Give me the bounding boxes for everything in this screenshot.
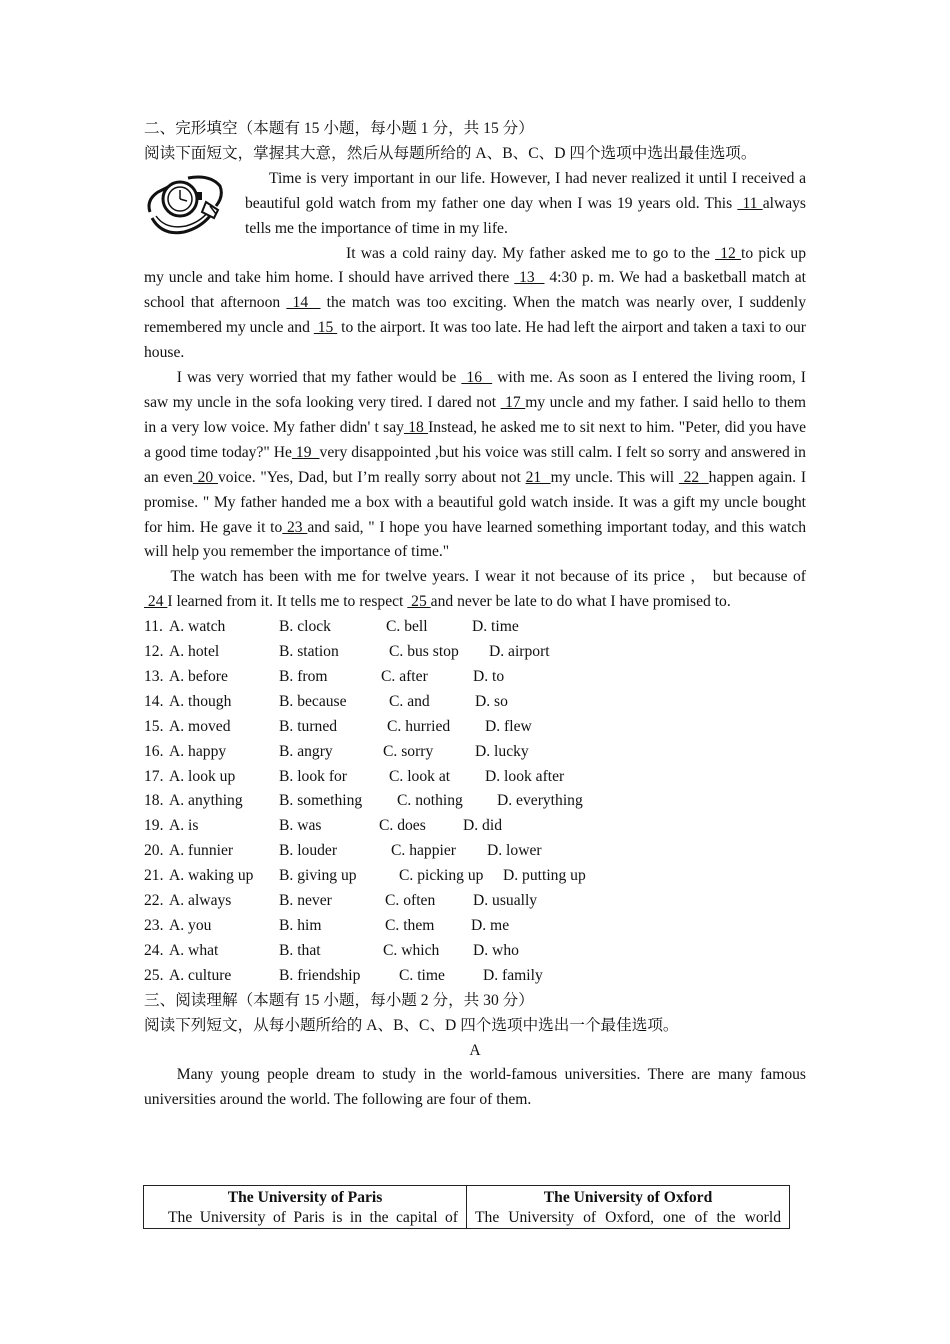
text: to pick up my uncle and take him home. I should have arrived there xyxy=(144,244,806,287)
passage-label: A xyxy=(469,1041,481,1059)
option-d: D. so xyxy=(475,692,508,710)
text: with me. As soon as I entered the living room, I saw my uncle in the sofa looking very tired. I dared not xyxy=(144,369,806,411)
text: and said, " I hope you have learned something important today, and this watch will help you remember the importance of time." xyxy=(144,518,807,561)
option-b: B. giving up xyxy=(279,867,357,885)
option-a: A. though xyxy=(169,692,232,710)
question-number: 17. xyxy=(144,767,164,785)
text: I learned from it. It tells me to respect xyxy=(167,593,408,611)
option-c: C. after xyxy=(381,667,428,685)
text: my uncle and my father. I said hello to them in a very low voice. My father didn' t say xyxy=(144,393,807,436)
reading-intro: Many young people dream to study in the world-famous universities. There are many famous universities around the world. The following are four of them. xyxy=(144,1066,806,1109)
option-row xyxy=(144,615,806,640)
table-row xyxy=(144,1186,790,1229)
blank-15: 15 xyxy=(313,319,338,337)
option-row xyxy=(144,789,806,814)
text: I was very worried that my father would be xyxy=(176,369,462,387)
text: voice. "Yes, Dad, but I’m really sorry about not xyxy=(217,468,526,486)
option-row xyxy=(144,665,806,690)
option-d: D. everything xyxy=(497,792,583,810)
passage-paragraph-2 xyxy=(144,242,806,367)
option-b: B. because xyxy=(279,692,347,710)
option-c: C. time xyxy=(399,966,445,984)
option-row xyxy=(144,864,806,889)
option-b: B. that xyxy=(279,941,321,959)
question-number: 23. xyxy=(144,917,164,934)
option-c: C. nothing xyxy=(397,792,463,810)
option-d: D. to xyxy=(473,667,505,685)
option-a: A. watch xyxy=(169,618,226,636)
blank-12: 12 xyxy=(715,244,742,262)
section3-instruction: 阅读下列短文，从每小题所给的 A、B、C、D 四个选项中选出一个最佳选项。 xyxy=(144,1016,679,1034)
blank-14: 14 xyxy=(286,294,321,312)
option-row xyxy=(144,839,806,864)
option-a: A. always xyxy=(169,892,232,910)
table-cell xyxy=(467,1186,790,1229)
option-a: A. culture xyxy=(169,966,232,984)
section2-heading: 二、完形填空（本题有 15 小题，每小题 1 分，共 15 分） xyxy=(144,120,534,137)
text: my uncle. This will xyxy=(550,468,679,486)
blank-19: 19 xyxy=(291,443,320,461)
table-cell xyxy=(144,1186,467,1229)
option-b: B. friendship xyxy=(279,966,361,984)
option-a: A. look up xyxy=(169,767,236,785)
option-b: B. never xyxy=(279,892,332,910)
paris-title: The University of Paris xyxy=(227,1189,383,1206)
question-number: 18. xyxy=(144,792,164,810)
option-d: D. me xyxy=(471,917,510,934)
question-number: 21. xyxy=(144,867,164,885)
question-number: 22. xyxy=(144,892,164,910)
option-a: A. funnier xyxy=(169,842,234,860)
option-b: B. was xyxy=(279,817,322,835)
text: always tells me the importance of time in my life. xyxy=(245,194,807,237)
text: It was a cold rainy day. My father asked me to go to the xyxy=(346,244,716,262)
option-c: C. which xyxy=(383,941,440,959)
option-c: C. happier xyxy=(391,842,456,860)
option-row xyxy=(144,690,806,715)
option-row xyxy=(144,889,806,914)
option-c: C. them xyxy=(385,917,435,934)
option-d: D. lower xyxy=(487,842,542,860)
blank-22: 22 xyxy=(678,468,709,486)
blank-11: 11 xyxy=(737,194,763,212)
option-c: C. often xyxy=(385,892,436,910)
option-d: D. usually xyxy=(473,892,538,910)
option-d: D. putting up xyxy=(503,867,586,885)
option-a: A. happy xyxy=(169,742,227,760)
question-number: 12. xyxy=(144,643,164,661)
text: and never be late to do what I have promised to. xyxy=(430,593,731,611)
text: Time is very important in our life. However, I had never realized it until I received a beautiful gold watch from my father one day when I was 19 years old. This xyxy=(245,169,806,212)
option-c: C. hurried xyxy=(387,717,451,735)
question-number: 25. xyxy=(144,966,164,984)
option-row xyxy=(144,765,806,790)
option-b: B. turned xyxy=(279,717,338,735)
wristwatch-icon xyxy=(144,167,245,242)
option-row xyxy=(144,964,806,989)
option-c: C. bell xyxy=(386,618,428,636)
option-b: B. louder xyxy=(279,842,338,860)
option-a: A. what xyxy=(169,941,219,959)
option-d: D. did xyxy=(463,817,502,835)
option-d: D. family xyxy=(483,966,543,984)
option-c: C. picking up xyxy=(399,867,484,885)
option-row xyxy=(144,740,806,765)
option-row xyxy=(144,640,806,665)
university-table xyxy=(143,1185,790,1229)
option-b: B. station xyxy=(279,643,339,661)
text: to the airport. It was too late. He had left the airport and taken a taxi to our house. xyxy=(144,319,806,362)
question-number: 19. xyxy=(144,817,164,835)
option-a: A. before xyxy=(169,667,228,685)
option-d: D. lucky xyxy=(475,742,529,760)
blank-21: 21 xyxy=(525,468,551,486)
option-a: A. hotel xyxy=(169,643,220,661)
option-d: D. airport xyxy=(489,643,550,661)
blank-25: 25 xyxy=(407,593,431,611)
option-d: D. flew xyxy=(485,717,532,735)
text: the match was too exciting. When the match was nearly over, I suddenly remembered my uncle and xyxy=(144,294,807,337)
option-c: C. look at xyxy=(389,767,451,785)
question-number: 13. xyxy=(144,667,164,685)
option-a: A. you xyxy=(169,917,212,934)
option-row xyxy=(144,914,806,939)
text: happen again. I promise. " My father handed me a box with a beautiful gold watch inside. It was a gift my uncle bought for him. He gave it to xyxy=(144,468,807,536)
text: The watch has been with me for twelve years. I wear it not because of its price ， but because of xyxy=(170,568,806,586)
option-c: C. sorry xyxy=(383,742,434,760)
paris-text: The University of Paris is in the capital of xyxy=(168,1209,458,1226)
option-c: C. bus stop xyxy=(389,643,459,661)
option-a: A. moved xyxy=(169,717,231,735)
option-c: C. and xyxy=(389,692,430,710)
blank-23: 23 xyxy=(282,518,308,536)
question-number: 14. xyxy=(144,692,164,710)
question-number: 24. xyxy=(144,941,164,959)
blank-18: 18 xyxy=(403,418,429,436)
document-body xyxy=(144,117,806,1113)
option-c: C. does xyxy=(379,817,426,835)
question-number: 20. xyxy=(144,842,164,860)
option-row xyxy=(144,939,806,964)
option-b: B. from xyxy=(279,667,328,685)
oxford-text: The University of Oxford, one of the world xyxy=(475,1209,781,1226)
question-number: 11. xyxy=(144,618,163,636)
blank-24: 24 xyxy=(144,593,168,611)
option-row xyxy=(144,814,806,839)
blank-20: 20 xyxy=(192,468,218,486)
option-b: B. him xyxy=(279,917,322,934)
section2-instruction: 阅读下面短文，掌握其大意，然后从每题所给的 A、B、C、D 四个选项中选出最佳选项。 xyxy=(144,144,757,162)
option-d: D. look after xyxy=(485,767,565,785)
text: Instead, he asked me to sit next to him. "Peter, did you have a good time today?" He xyxy=(144,418,806,461)
option-b: B. angry xyxy=(279,742,333,760)
oxford-title: The University of Oxford xyxy=(543,1189,713,1206)
passage-paragraph-3 xyxy=(144,366,806,565)
option-b: B. look for xyxy=(279,767,348,785)
question-number: 16. xyxy=(144,742,164,760)
option-b: B. something xyxy=(279,792,363,810)
option-a: A. anything xyxy=(169,792,243,810)
option-d: D. who xyxy=(473,941,519,959)
option-d: D. time xyxy=(472,618,519,636)
text: very disappointed ,but his voice was still calm. I felt so sorry and answered in an even xyxy=(144,443,806,486)
blank-13: 13 xyxy=(514,269,545,287)
text: 4:30 p. m. We had a basketball match at school that afternoon xyxy=(144,269,806,312)
blank-16: 16 xyxy=(461,369,493,387)
option-a: A. waking up xyxy=(169,867,254,885)
option-row xyxy=(144,715,806,740)
option-b: B. clock xyxy=(279,618,331,636)
options-list xyxy=(144,615,806,989)
section3-heading: 三、阅读理解（本题有 15 小题，每小题 2 分，共 30 分） xyxy=(144,991,534,1009)
option-a: A. is xyxy=(169,817,199,835)
blank-17: 17 xyxy=(500,393,526,411)
question-number: 15. xyxy=(144,717,164,735)
passage-paragraph-4 xyxy=(144,565,806,615)
